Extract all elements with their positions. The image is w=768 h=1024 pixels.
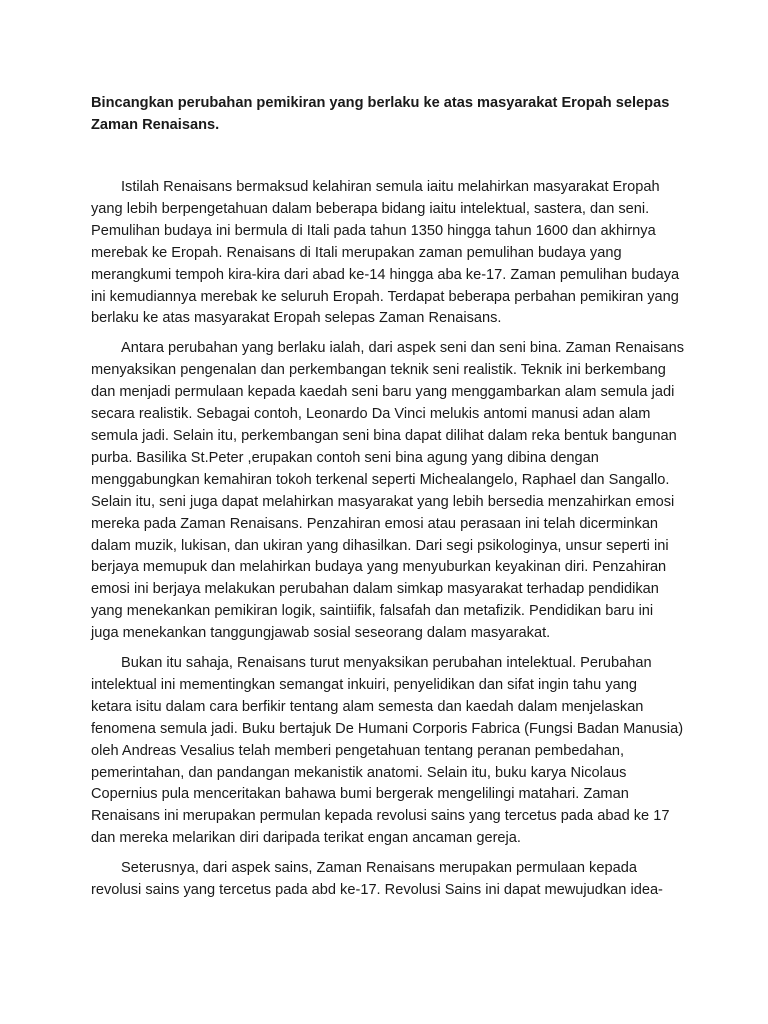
paragraph-introduction: Istilah Renaisans bermaksud kelahiran semula iaitu melahirkan masyarakat Eropah yang lebih berpengetahuan dalam beberapa bidang iaitu intelektual, sastera, dan seni. Pemulihan budaya ini bermula di Itali pada tahun 1350 hingga tahun 1600 dan akhirnya merebak ke Eropah. Renaisans di Itali merupakan zaman pemulihan budaya yang merangkumi tempoh kira-kira dari abad ke-14 hingga aba ke-17. Zaman pemulihan budaya ini kemudiannya merebak ke seluruh Eropah. Terdapat beberapa perbahan pemikiran yang berlaku ke atas masyarakat Eropah selepas Zaman Renaisans.	[91, 179, 680, 327]
paragraph-art-architecture: Antara perubahan yang berlaku ialah, dari aspek seni dan seni bina. Zaman Renaisans menyaksikan pengenalan dan perkembangan teknik seni realistik. Teknik ini berkembang dan menjadi permulaan kepada kaedah seni baru yang menggambarkan alam semula jadi secara realistik. Sebagai contoh, Leonardo Da Vinci melukis antomi manusi adan alam semula jadi. Selain itu, perkembangan seni bina dapat dilihat dalam reka bentuk bangunan purba. Basilika St.Peter ,erupakan contoh seni bina agung yang dibina dengan menggabungkan kemahiran tokoh terkenal seperti Michealangelo, Raphael dan Sangallo. Selain itu, seni juga dapat melahirkan masyarakat yang lebih bersedia menzahirkan emosi mereka pada Zaman Renaisans. Penzahiran emosi atau perasaan ini telah dicerminkan dalam muzik, lukisan, dan ukiran yang dihasilkan. Dari segi psikologinya, unsur seperti ini berjaya memupuk dan melahirkan budaya yang menyuburkan keyakinan diri. Penzahiran emosi ini berjaya melakukan perubahan dalam simkap masyarakat terhadap pendidikan yang menekankan pemikiran logik, saintiifik, falsafah dan metafizik. Pendidikan baru ini juga menekankan tanggungjawab sosial seseorang dalam masyarakat.	[91, 340, 685, 642]
paragraph-intellectual: Bukan itu sahaja, Renaisans turut menyaksikan perubahan intelektual. Perubahan intelektual ini mementingkan semangat inkuiri, penyelidikan dan sifat ingin tahu yang ketara isitu dalam cara berfikir tentang alam semesta dan kaedah dalam menjelaskan fenomena semula jadi. Buku bertajuk De Humani Corporis Fabrica (Fungsi Badan Manusia) oleh Andreas Vesalius telah memberi pengetahuan tentang peranan pembedahan, pemerintahan, dan pandangan mekanistik anatomi. Selain itu, buku karya Nicolaus Copernius pula menceritakan bahawa bumi bergerak mengelilingi matahari. Zaman Renaisans ini merupakan permulan kepada revolusi sains yang tercetus pada abad ke 17 dan mereka melarikan diri daripada terikat engan ancaman gereja.	[91, 655, 684, 847]
essay-title: Bincangkan perubahan pemikiran yang berlaku ke atas masyarakat Eropah selepas Zaman Renaisans.	[91, 95, 670, 133]
essay-body	[91, 177, 691, 910]
paragraph-science: Seterusnya, dari aspek sains, Zaman Renaisans merupakan permulaan kepada revolusi sains yang tercetus pada abd ke-17. Revolusi Sains ini dapat mewujudkan idea-	[91, 860, 663, 899]
